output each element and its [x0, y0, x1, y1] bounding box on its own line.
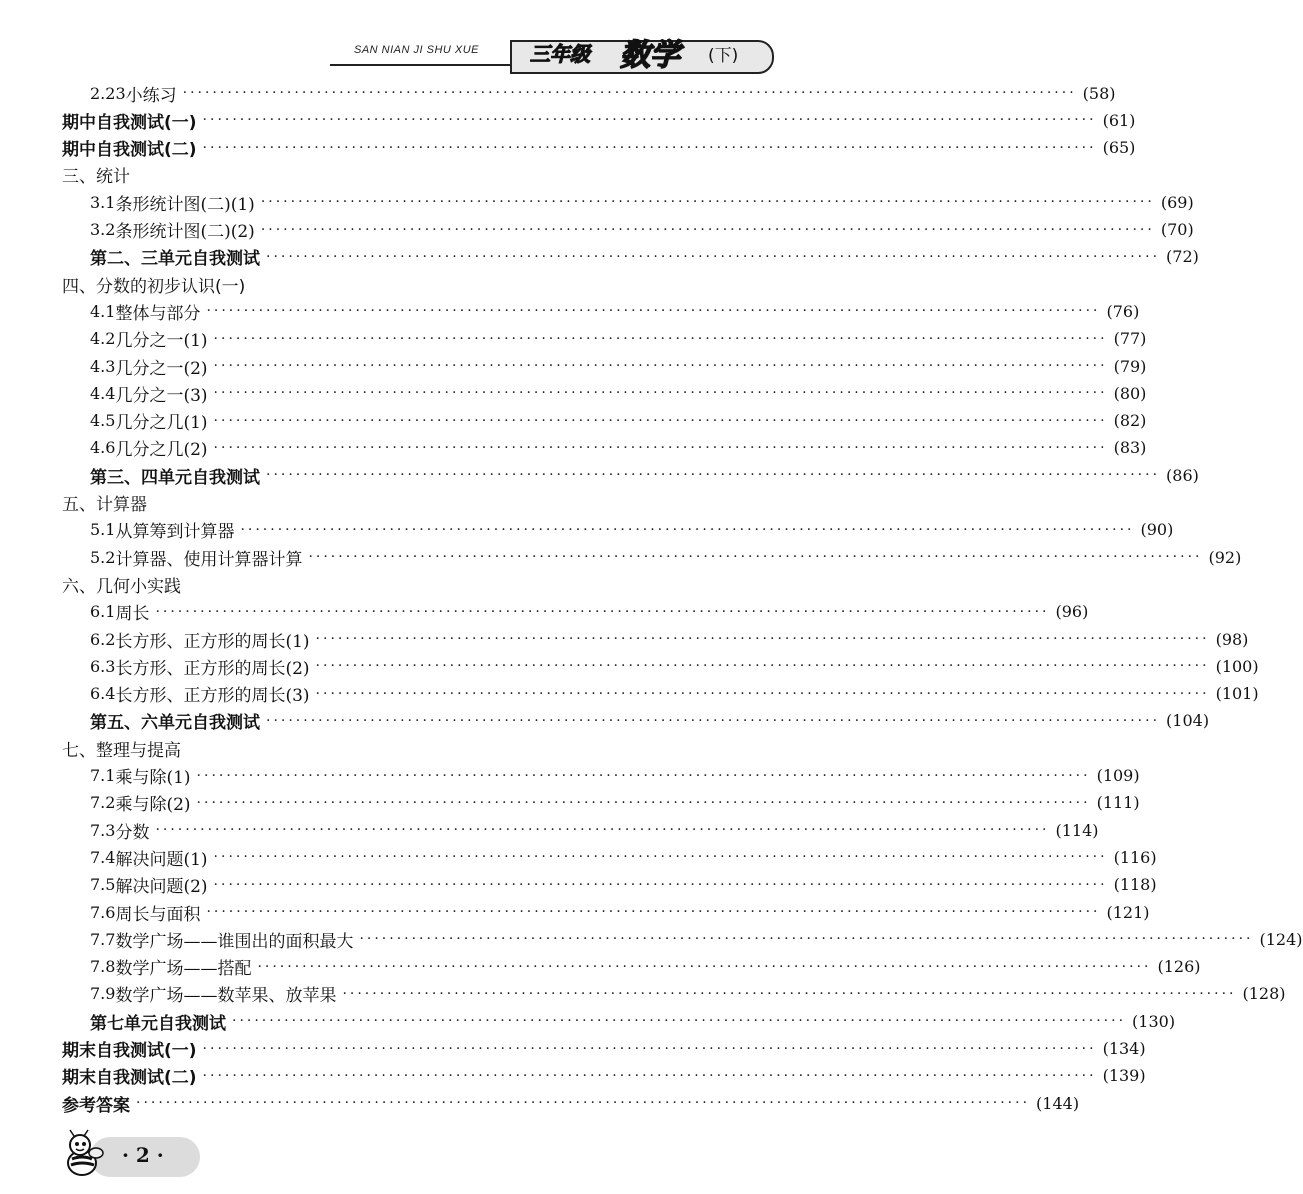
- toc-page-number: (80): [1113, 383, 1147, 403]
- toc-entry: [90, 78, 1116, 108]
- toc-leader-dots: ························································································································: [260, 194, 1155, 211]
- volume-label: (下): [708, 46, 739, 66]
- toc-entry: [90, 1006, 1176, 1036]
- bee-mascot-icon: [58, 1129, 104, 1181]
- toc-entry: [90, 842, 1157, 872]
- toc-entry-number: 7.6: [90, 902, 116, 922]
- toc-entry-title: 整体与部分: [115, 303, 201, 324]
- toc-entry-title: 几分之一(1): [115, 331, 208, 352]
- toc-page-number: (72): [1166, 247, 1199, 267]
- toc-entry-title: 周长与面积: [115, 904, 201, 925]
- page-footer: [50, 1125, 210, 1185]
- toc-entry: [90, 952, 1201, 982]
- toc-leader-dots: ························································································································: [213, 849, 1108, 866]
- toc-page-number: (77): [1113, 329, 1147, 349]
- toc-leader-dots: ························································································································: [155, 603, 1050, 620]
- toc-entry-number: 4.2: [90, 329, 116, 349]
- toc-entry-title: 解决问题(2): [115, 877, 208, 898]
- page-header: [330, 28, 778, 78]
- toc-entry-title: 四、分数的初步认识(一): [62, 276, 246, 297]
- toc-entry: [90, 296, 1140, 326]
- toc-leader-dots: ························································································································: [213, 385, 1108, 402]
- series-pinyin: SAN NIAN JI SHU XUE: [354, 44, 480, 56]
- toc-entry-title: 长方形、正方形的周长(1): [115, 631, 310, 652]
- toc-leader-dots: ························································································································: [266, 712, 1161, 729]
- toc-leader-dots: ························································································································: [206, 303, 1101, 320]
- toc-entry-title: 三、统计: [62, 167, 130, 188]
- toc-page-number: (139): [1102, 1066, 1146, 1086]
- toc-leader-dots: ························································································································: [315, 631, 1210, 647]
- toc-section-heading: [62, 160, 770, 190]
- toc-page-number: (124): [1259, 929, 1303, 949]
- toc-entry-number: 3.1: [90, 192, 116, 212]
- toc-leader-dots: ························································································································: [202, 1040, 1097, 1057]
- toc-page-number: (111): [1096, 793, 1140, 813]
- toc-leader-dots: ························································································································: [213, 330, 1108, 347]
- toc-page-number: (76): [1106, 301, 1140, 321]
- toc-page-number: (100): [1215, 656, 1259, 676]
- toc-entry-number: 6.2: [90, 629, 116, 649]
- toc-page-number: (98): [1215, 629, 1249, 649]
- toc-entry-title: 期末自我测试(二): [62, 1068, 197, 1089]
- toc-section-heading: [62, 569, 770, 599]
- toc-entry-title: 小练习: [125, 85, 177, 106]
- toc-page-number: (109): [1096, 766, 1140, 785]
- toc-entry: [90, 870, 1157, 900]
- toc-entry: [90, 215, 1194, 245]
- toc-entry-number: 7.7: [90, 929, 116, 949]
- toc-leader-dots: ························································································································: [315, 658, 1210, 675]
- toc-page-number: (116): [1113, 847, 1157, 867]
- toc-entry-title: 七、整理与提高: [62, 740, 181, 761]
- toc-leader-dots: ························································································································: [206, 904, 1101, 920]
- toc-entry-title: 解决问题(1): [115, 849, 208, 870]
- toc-entry-number: 4.3: [90, 356, 116, 376]
- toc-entry: [62, 1088, 1080, 1118]
- toc-entry-number: 4.5: [90, 411, 116, 431]
- toc-entry: [90, 433, 1147, 463]
- toc-leader-dots: ························································································································: [342, 985, 1237, 1002]
- toc-leader-dots: ························································································································: [266, 467, 1161, 484]
- toc-entry-number: 4.1: [90, 301, 116, 321]
- toc-section-heading: [62, 733, 770, 763]
- toc-entry: [62, 105, 1136, 135]
- toc-entry: [90, 515, 1174, 545]
- toc-entry: [90, 651, 1259, 681]
- toc-leader-dots: ························································································································: [257, 958, 1152, 975]
- toc-entry-title: 第七单元自我测试: [90, 1013, 226, 1034]
- toc-entry-title: 条形统计图(二)(1): [115, 194, 255, 215]
- toc-entry-number: 4.6: [90, 438, 116, 458]
- toc-page-number: (121): [1106, 902, 1150, 922]
- toc-entry: [62, 1034, 1146, 1064]
- toc-entry-title: 长方形、正方形的周长(2): [115, 658, 310, 679]
- toc-entry: [90, 624, 1249, 654]
- toc-entry: [90, 597, 1089, 627]
- toc-entry-title: 几分之一(3): [115, 385, 208, 406]
- toc-page-number: (104): [1166, 711, 1210, 731]
- toc-entry-title: 参考答案: [62, 1095, 130, 1116]
- toc-page-number: (70): [1160, 220, 1194, 239]
- toc-entry-number: 7.4: [90, 847, 116, 867]
- toc-entry-title: 期末自我测试(一): [62, 1041, 197, 1061]
- toc-leader-dots: ························································································································: [182, 85, 1077, 101]
- toc-entry-title: 乘与除(1): [115, 768, 191, 788]
- toc-page-number: (92): [1208, 547, 1242, 567]
- toc-entry-number: 6.3: [90, 656, 116, 676]
- toc-page-number: (86): [1166, 465, 1199, 485]
- toc-leader-dots: ························································································································: [213, 439, 1108, 456]
- toc-entry: [90, 979, 1286, 1009]
- toc-entry-number: 4.4: [90, 383, 116, 403]
- toc-entry: [62, 1061, 1146, 1091]
- toc-entry-number: 7.8: [90, 957, 116, 977]
- toc-entry-number: 7.9: [90, 984, 116, 1004]
- toc-page-number: (69): [1160, 192, 1194, 212]
- toc-entry-title: 几分之几(2): [115, 440, 208, 461]
- toc-entry: [90, 679, 1259, 709]
- toc-page-number: (134): [1102, 1039, 1146, 1058]
- toc-leader-dots: ························································································································: [213, 412, 1108, 429]
- toc-entry: [90, 815, 1099, 845]
- toc-leader-dots: ························································································································: [308, 549, 1203, 566]
- toc-page-number: (101): [1215, 684, 1259, 704]
- page-number: · 2 ·: [122, 1143, 164, 1167]
- toc-section-heading: [62, 488, 770, 518]
- toc-entry: [90, 378, 1147, 408]
- toc-entry-title: 乘与除(2): [115, 795, 191, 816]
- toc-entry: [90, 761, 1140, 791]
- toc-entry-title: 第二、三单元自我测试: [90, 249, 260, 270]
- toc-entry: [90, 542, 1242, 572]
- toc-entry-title: 第五、六单元自我测试: [90, 713, 260, 734]
- toc-page-number: (118): [1113, 875, 1157, 895]
- toc-entry-title: 期中自我测试(一): [62, 112, 197, 133]
- toc-entry-number: 7.1: [90, 766, 116, 785]
- toc-entry-title: 条形统计图(二)(2): [115, 222, 255, 242]
- toc-entry: [90, 788, 1140, 818]
- toc-entry-title: 计算器、使用计算器计算: [115, 549, 303, 570]
- toc-entry-title: 周长: [115, 604, 150, 625]
- toc-entry-number: 5.2: [90, 547, 116, 567]
- toc-entry-number: 6.1: [90, 602, 116, 622]
- toc-leader-dots: ························································································································: [213, 358, 1108, 374]
- header-rule: [330, 64, 520, 66]
- toc-entry-title: 期中自我测试(二): [62, 140, 197, 161]
- toc-entry: [90, 897, 1150, 927]
- toc-page-number: (128): [1242, 984, 1286, 1004]
- toc-page-number: (58): [1082, 83, 1116, 103]
- toc-entry-number: 5.1: [90, 520, 116, 540]
- toc-leader-dots: ························································································································: [232, 1013, 1127, 1030]
- toc-leader-dots: ························································································································: [155, 822, 1050, 839]
- toc-entry: [90, 351, 1147, 381]
- subject-label: 数学: [620, 38, 680, 73]
- toc-entry: [90, 706, 1210, 736]
- toc-entry: [90, 324, 1147, 354]
- toc-entry-title: 数学广场——搭配: [115, 959, 252, 980]
- toc-entry-title: 五、计算器: [62, 495, 147, 515]
- toc-leader-dots: ························································································································: [202, 112, 1097, 129]
- toc-entry-number: 2.23: [90, 83, 126, 103]
- toc-leader-dots: ························································································································: [266, 248, 1161, 265]
- toc-entry-number: 7.3: [90, 820, 116, 840]
- toc-page-number: (61): [1102, 110, 1136, 130]
- toc-leader-dots: ························································································································: [213, 876, 1108, 893]
- toc-page-number: (79): [1113, 356, 1147, 376]
- grade-label: 三年级: [530, 42, 590, 66]
- toc-entry-title: 第三、四单元自我测试: [90, 467, 260, 488]
- toc-entry-title: 六、几何小实践: [62, 576, 181, 597]
- toc-entry-number: 3.2: [90, 220, 116, 239]
- toc-entry-number: 7.2: [90, 793, 116, 813]
- toc-page-number: (126): [1157, 957, 1201, 977]
- toc-entry-title: 数学广场——数苹果、放苹果: [115, 986, 337, 1007]
- toc-entry-title: 数学广场——谁围出的面积最大: [115, 931, 354, 952]
- toc-leader-dots: ························································································································: [202, 1067, 1097, 1084]
- toc-entry-title: 从算筹到计算器: [115, 522, 235, 543]
- toc-page-number: (82): [1113, 411, 1147, 431]
- toc-leader-dots: ························································································································: [136, 1095, 1031, 1112]
- toc-leader-dots: ························································································································: [196, 767, 1091, 784]
- toc-page-number: (144): [1036, 1093, 1080, 1113]
- toc-entry: [90, 460, 1199, 490]
- toc-entry: [90, 924, 1303, 954]
- toc-page-number: (96): [1055, 602, 1089, 622]
- toc-page-number: (130): [1132, 1011, 1176, 1031]
- toc-leader-dots: ························································································································: [260, 221, 1155, 238]
- toc-page-number: (90): [1140, 520, 1174, 540]
- toc-leader-dots: ························································································································: [202, 139, 1097, 156]
- toc-entry: [90, 406, 1147, 436]
- toc-leader-dots: ························································································································: [240, 521, 1135, 538]
- toc-entry-number: 6.4: [90, 684, 116, 704]
- toc-page-number: (65): [1102, 138, 1136, 158]
- toc-entry: [62, 133, 1136, 163]
- toc-entry: [90, 187, 1194, 217]
- toc-leader-dots: ························································································································: [196, 794, 1091, 811]
- toc-entry-title: 几分之一(2): [115, 358, 208, 379]
- toc-leader-dots: ························································································································: [359, 931, 1254, 948]
- toc-page-number: (114): [1055, 820, 1099, 840]
- toc-entry-title: 长方形、正方形的周长(3): [115, 686, 310, 707]
- toc-entry-title: 几分之几(1): [115, 413, 208, 434]
- toc-entry: [90, 242, 1199, 272]
- toc-page-number: (83): [1113, 438, 1147, 458]
- toc-leader-dots: ························································································································: [315, 685, 1210, 702]
- toc-section-heading: [62, 269, 770, 299]
- toc-entry-title: 分数: [115, 822, 150, 843]
- toc-entry-number: 7.5: [90, 875, 116, 895]
